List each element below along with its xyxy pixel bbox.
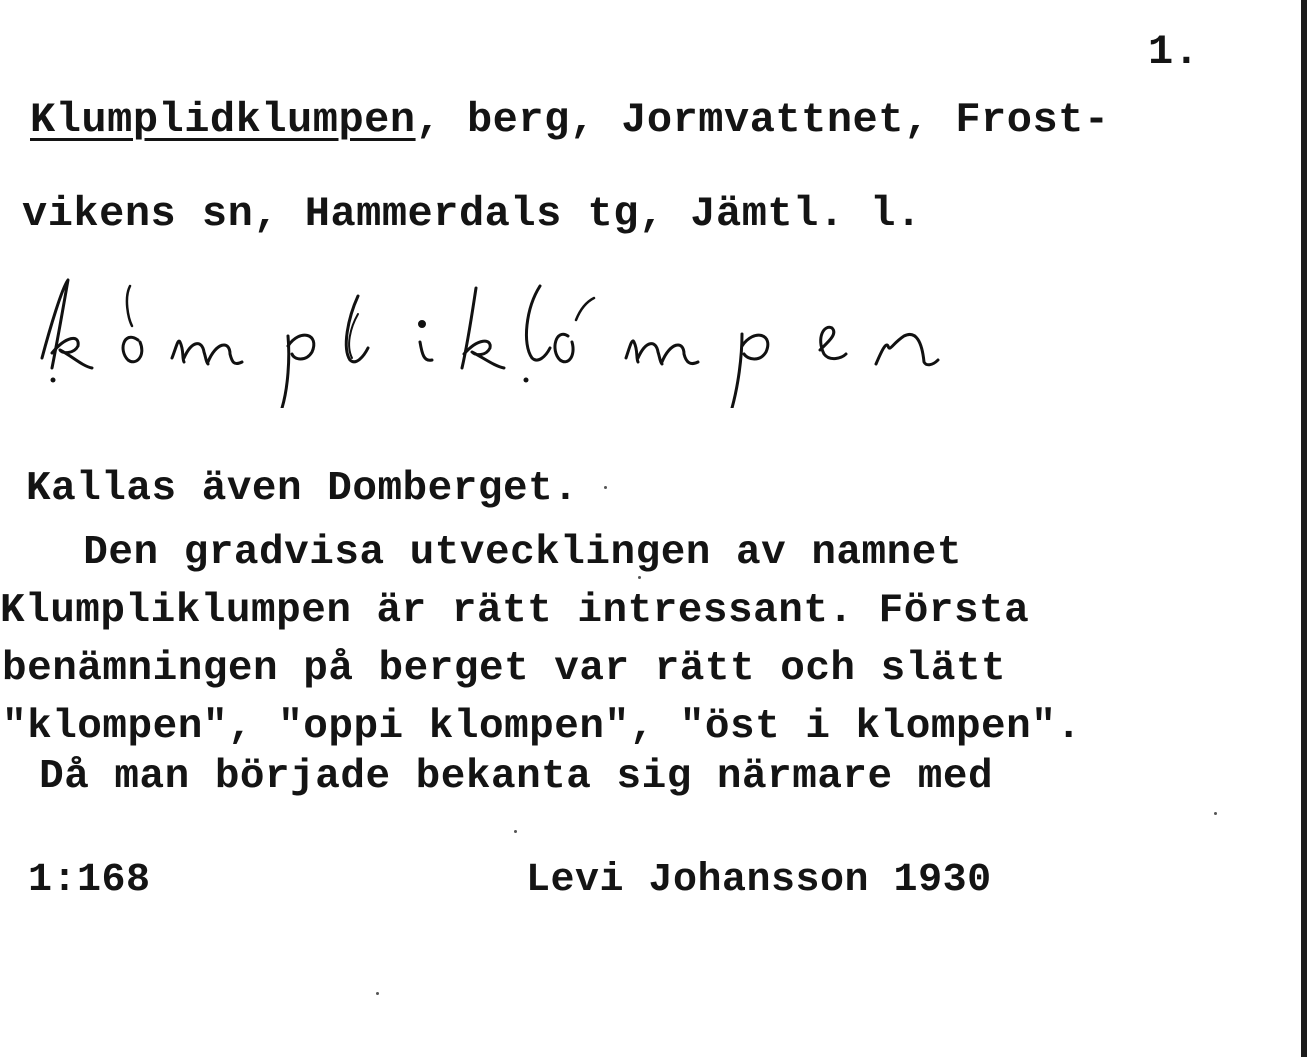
paper-speck [1214, 812, 1217, 815]
handwritten-pronunciation [20, 258, 1200, 408]
paper-speck [514, 830, 517, 833]
card-edge-border [1301, 0, 1307, 1057]
body-line-2: Den gradvisa utvecklingen av namnet [8, 530, 962, 576]
page-number: 1. [1148, 28, 1200, 76]
entry-location-line: vikens sn, Hammerdals tg, Jämtl. l. [22, 190, 922, 238]
body-line-5: "klompen", "oppi klompen", "öst i klompen". [2, 704, 1082, 750]
body-line-4: benämningen på berget var rätt och slätt [2, 646, 1007, 692]
headword: Klumplidklumpen [30, 96, 416, 144]
entry-header-line [30, 96, 1110, 144]
body-line-3: Klumpliklumpen är rätt intressant. Första [0, 588, 1030, 634]
paper-speck [604, 486, 607, 489]
paper-speck [638, 576, 641, 579]
header-location: , berg, Jormvattnet, Frost- [415, 96, 1110, 144]
reference-number: 1:168 [28, 858, 151, 903]
body-line-1: Kallas även Domberget. [26, 466, 579, 512]
paper-speck [376, 992, 379, 995]
collector-signature: Levi Johansson 1930 [526, 858, 992, 903]
body-line-6: Då man började bekanta sig närmare med [14, 754, 994, 800]
